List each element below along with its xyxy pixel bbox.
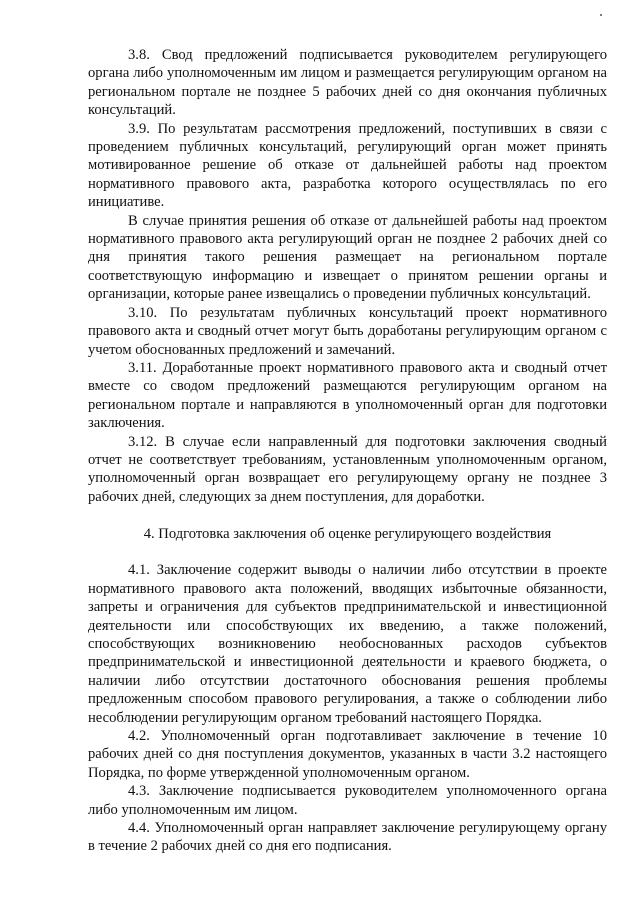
paragraph-3-11: 3.11. Доработанные проект нормативного правового акта и сводный отчет вместе со сводом предложений размещаются регулирующим органом на региональном портале и направляются в уполномоченный орган для подготовки заключения. <box>88 359 607 432</box>
paragraph-3-9-refusal: В случае принятия решения об отказе от дальнейшей работы над проектом нормативного правового акта регулирующий орган не позднее 2 рабочих дней со дня принятия такого решения размещает на региональном портале соответствующую информацию и извещает о принятом решении органы и организации, которые ранее извещались о проведении публичных консультаций. <box>88 212 607 303</box>
paragraph-3-8: 3.8. Свод предложений подписывается руководителем регулирующего органа либо уполномоченным им лицом и размещается регулирующим органом на региональном портале не позднее 5 рабочих дней со дня окончания публичных консультаций. <box>88 47 607 119</box>
paragraph-3-10: 3.10. По результатам публичных консультаций проект нормативного правового акта и сводный отчет могут быть доработаны регулирующим органом с учетом обоснованных предложений и замечаний. <box>88 304 607 358</box>
paragraph-3-12: 3.12. В случае если направленный для подготовки заключения сводный отчет не соответствует требованиям, установленным уполномоченным органом, уполномоченный орган возвращает его регулирующему органу не позднее 3 рабочих дней, следующих за днем поступления, для доработки. <box>88 433 607 505</box>
paragraph-4-3: 4.3. Заключение подписывается руководителем уполномоченного органа либо уполномоченным им лицом. <box>88 783 607 818</box>
paragraph-3-9: 3.9. По результатам рассмотрения предложений, поступивших в связи с проведением публичных консультаций, регулирующий орган может принять мотивированное решение об отказе от дальнейшей работы над проектом нормативного правового акта, разработка которого осуществлялась по его инициативе. <box>88 120 607 211</box>
paragraph-4-1: 4.1. Заключение содержит выводы о наличии либо отсутствии в проекте нормативного правового акта положений, вводящих избыточные обязанности, запреты и ограничения для субъектов предпринимательской и инвестиционной деятельности или способствующих их введению, а также положений, способствующих возникновению необоснованных расходов субъектов предпринимательской и инвестиционной деятельности и краевого бюджета, о наличии либо отсутствии достаточного обоснования решения проблемы предложенным способом правового регулирования, а также о соблюдении либо несоблюдении регулирующим органом требований настоящего Порядка. <box>88 562 607 726</box>
section-heading: 4. Подготовка заключения об оценке регулирующего воздействия <box>143 525 552 542</box>
document-body <box>88 46 607 856</box>
paragraph-4-4: 4.4. Уполномоченный орган направляет заключение регулирующему органу в течение 2 рабочих дней со дня его подписания. <box>88 820 607 855</box>
paragraph-4-2: 4.2. Уполномоченный орган подготавливает заключение в течение 10 рабочих дней со дня поступления документов, указанных в части 3.2 настоящего Порядка, по форме утвержденной уполномоченным органом. <box>88 728 607 781</box>
scan-mark <box>600 14 602 16</box>
